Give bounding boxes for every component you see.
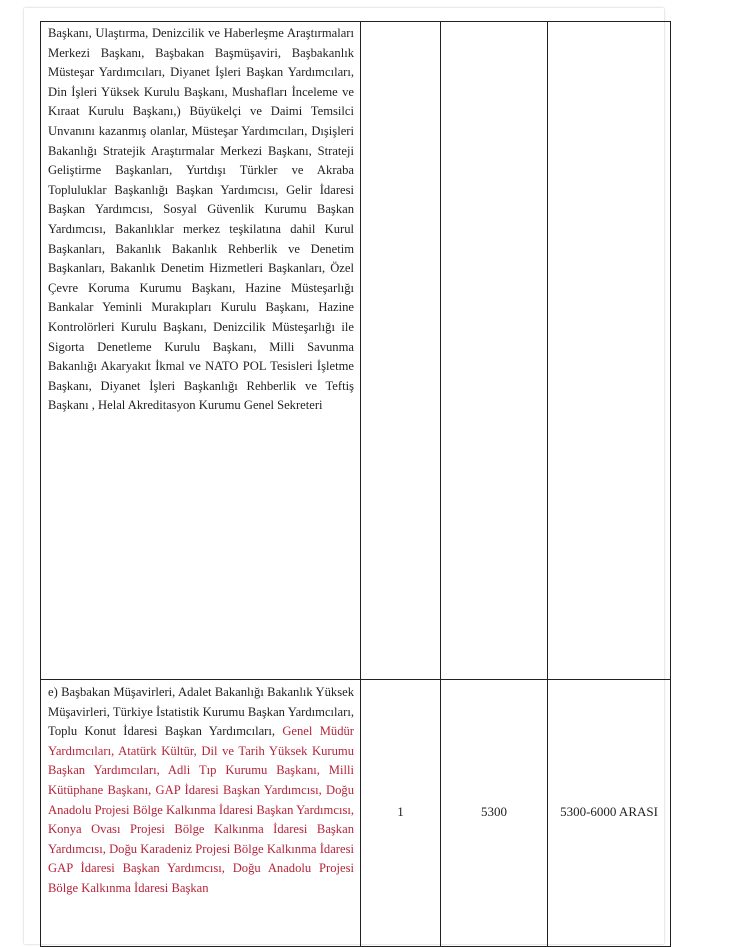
table-row: [41, 680, 671, 947]
indicator-cell: [441, 22, 548, 680]
indicator-cell: [441, 680, 548, 947]
table-row: [41, 22, 671, 680]
document-page: [24, 8, 664, 944]
position-table: [40, 21, 671, 947]
position-title-cell: [41, 680, 361, 947]
count-cell: [361, 680, 441, 947]
range-value: 5300-6000 ARASI: [560, 804, 658, 819]
indicator-value: 5300: [481, 804, 507, 819]
count-cell: [361, 22, 441, 680]
count-value: 1: [397, 804, 404, 819]
range-cell: [548, 22, 671, 680]
position-titles-text: [41, 680, 360, 899]
range-cell: [548, 680, 671, 947]
position-titles-text: Başkanı, Ulaştırma, Denizcilik ve Haberleşme Araştırmaları Merkezi Başkanı, Başbakan Başmüşaviri, Başbakanlık Müsteşar Yardımcıları, Diyanet İşleri Başkan Yardımcıları, Din İşleri Yüksek Kurulu Başkanı, Mushafları İnceleme ve Kıraat Kurulu Başkanı,) Büyükelçi ve Daimi Temsilci Unvanını kazanmış olanlar, Müsteşar Yardımcıları, Dışişleri Bakanlığı Stratejik Araştırmalar Merkezi Başkanı, Strateji Geliştirme Başkanları, Yurtdışı Türkler ve Akraba Topluluklar Başkanlığı Başkan Yardımcısı, Gelir İdaresi Başkan Yardımcısı, Sosyal Güvenlik Kurumu Başkan Yardımcısı, Bakanlıklar merkez teşkilatına dahil Kurul Başkanları, Bakanlık Bakanlık Rehberlik ve Denetim Başkanları, Bakanlık Denetim Hizmetleri Başkanları, Özel Çevre Koruma Kurumu Başkanı, Hazine Müsteşarlığı Bankalar Yeminli Murakıpları Kurulu Başkanı, Hazine Kontrolörleri Kurulu Başkanı, Denizcilik Müsteşarlığı ile Sigorta Denetleme Kurulu Başkanı, Milli Savunma Bakanlığı Akaryakıt İkmal ve NATO POL Tesisleri İşletme Başkanı, Diyanet İşleri Başkanlığı Rehberlik ve Teftiş Başkanı , Helal Akreditasyon Kurumu Genel Sekreteri: [48, 26, 354, 413]
position-titles-red: Genel Müdür Yardımcıları, Atatürk Kültür, Dil ve Tarih Yüksek Kurumu Başkan Yardımcıları, Adli Tıp Kurumu Başkanı, Milli Kütüphane Başkanı, GAP İdaresi Başkan Yardımcısı, Doğu Anadolu Projesi Bölge Kalkınma İdaresi Başkan Yardımcısı, Konya Ovası Projesi Bölge Kalkınma İdaresi Başkan Yardımcısı, Doğu Karadeniz Projesi Bölge Kalkınma İdaresi GAP İdaresi Başkan Yardımcısı, Doğu Anadolu Projesi Bölge Kalkınma İdaresi Başkan: [48, 724, 354, 895]
position-titles-black: e) Başbakan Müşavirleri, Adalet Bakanlığı Bakanlık Yüksek Müşavirleri, Türkiye İstatistik Kurumu Başkan Yardımcıları, Toplu Konut İdaresi Başkan Yardımcıları,: [48, 685, 354, 739]
position-title-cell: [41, 22, 361, 680]
